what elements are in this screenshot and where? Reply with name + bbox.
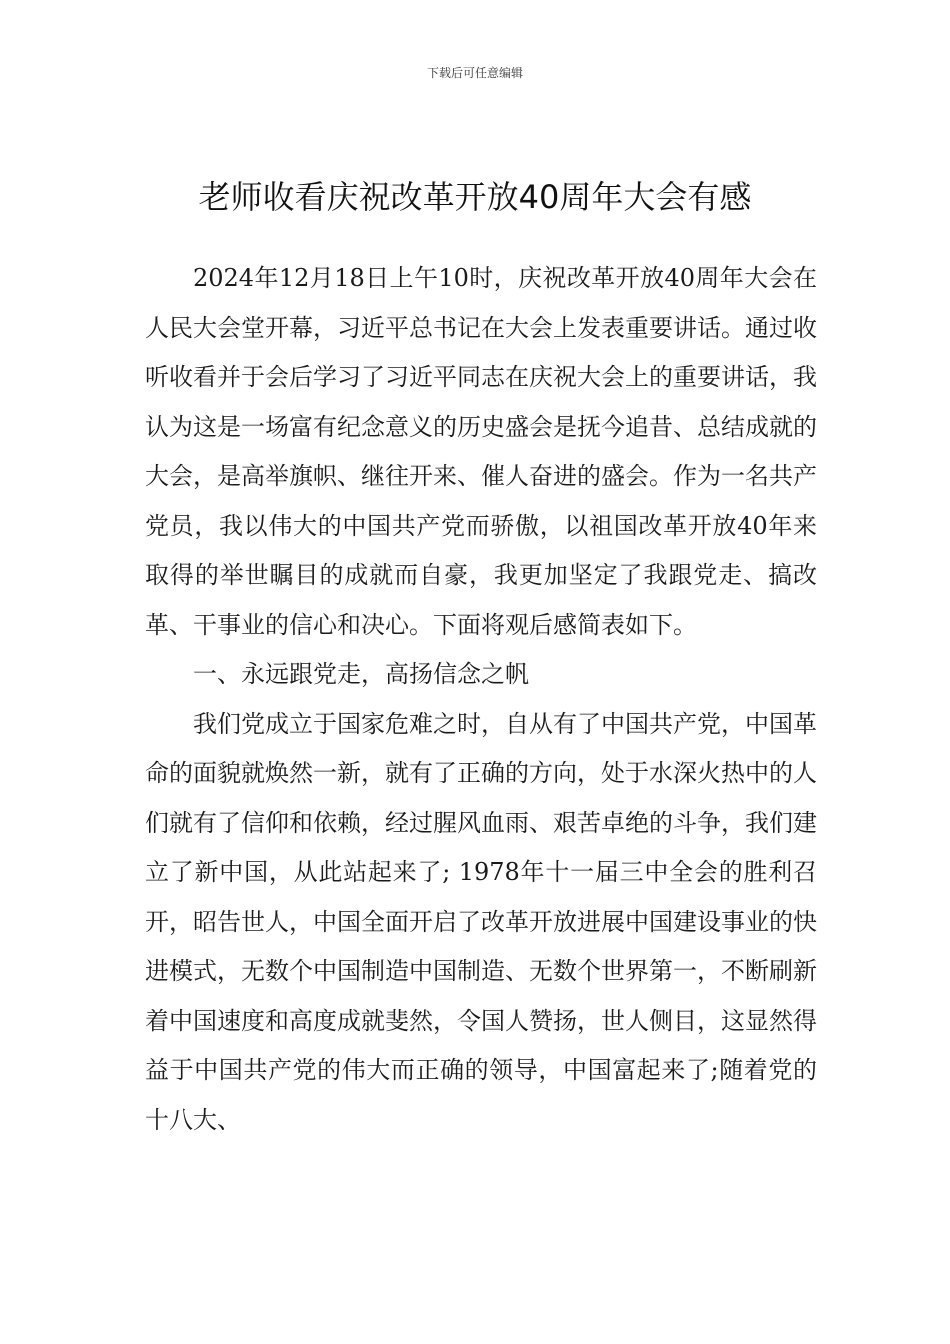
section-heading-1: 一、永远跟党走，高扬信念之帆	[193, 660, 529, 688]
document-body	[145, 254, 817, 1145]
paragraph-section-1: 我们党成立于国家危难之时，自从有了中国共产党，中国革命的面貌就焕然一新，就有了正确的方向，处于水深火热中的人们就有了信仰和依赖，经过腥风血雨、艰苦卓绝的斗争，我们建立了新中国，从此站起来了; 1978年十一届三中全会的胜利召开，昭告世人，中国全面开启了改革开放进展中国建设事业的快进模式，无数个中国制造中国制造、无数个世界第一，不断刷新着中国速度和高度成就斐然，令国人赞扬，世人侧目，这显然得益于中国共产党的伟大而正确的领导，中国富起来了;随着党的十八大、	[145, 709, 817, 1134]
paragraph-intro: 2024年12月18日上午10时，庆祝改革开放40周年大会在人民大会堂开幕，习近平总书记在大会上发表重要讲话。通过收听收看并于会后学习了习近平同志在庆祝大会上的重要讲话，我认为这是一场富有纪念意义的历史盛会是抚今追昔、总结成就的大会，是高举旗帜、继往开来、催人奋进的盛会。作为一名共产党员，我以伟大的中国共产党而骄傲，以祖国改革开放40年来取得的举世瞩目的成就而自豪，我更加坚定了我跟党走、搞改革、干事业的信心和决心。下面将观后感简表如下。	[145, 264, 817, 639]
document-title: 老师收看庆祝改革开放40周年大会有感	[198, 178, 752, 216]
page-header-note: 下载后可任意编辑	[426, 66, 523, 80]
